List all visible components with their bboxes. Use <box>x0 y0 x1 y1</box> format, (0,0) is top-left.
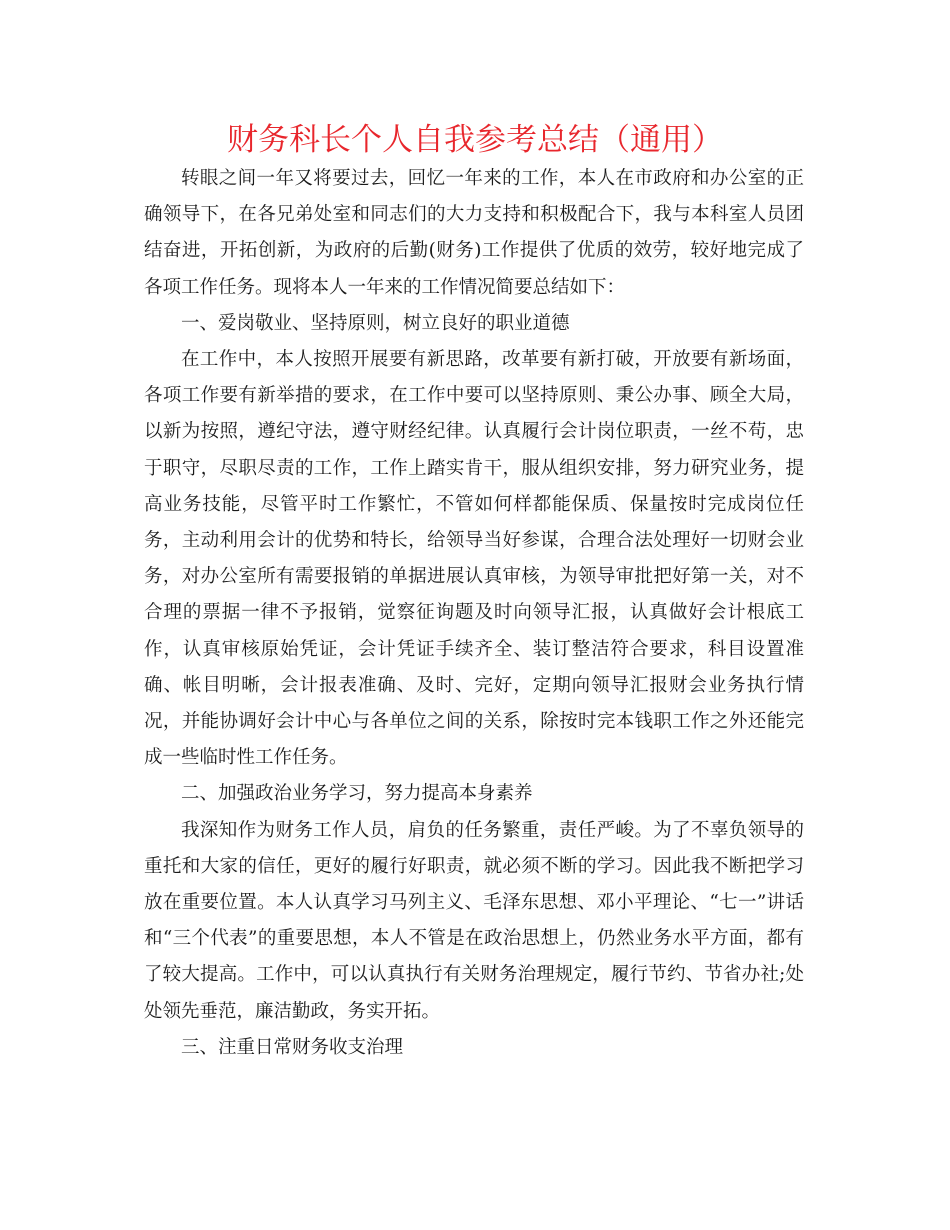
paragraph-section-1: 在工作中，本人按照开展要有新思路，改革要有新打破，开放要有新场面，各项工作要有新举措的要求，在工作中要可以坚持原则、秉公办事、顾全大局，以新为按照，遵纪守法，遵守财经纪律。认真履行会计岗位职责，一丝不苟，忠于职守，尽职尽责的工作，工作上踏实肯干，服从组织安排，努力研究业务，提高业务技能，尽管平时工作繁忙，不管如何样都能保质、保量按时完成岗位任务，主动利用会计的优势和特长，给领导当好参谋，合理合法处理好一切财会业务，对办公室所有需要报销的单据进展认真审核，为领导审批把好第一关，对不合理的票据一律不予报销，觉察征询题及时向领导汇报，认真做好会计根底工作，认真审核原始凭证，会计凭证手续齐全、装订整洁符合要求，科目设置准确、帐目明晰，会计报表准确、及时、完好，定期向领导汇报财会业务执行情况，并能协调好会计中心与各单位之间的关系，除按时完本钱职工作之外还能完成一些临时性工作任务。 <box>144 349 804 769</box>
paragraph-intro: 转眼之间一年又将要过去，回忆一年来的工作，本人在市政府和办公室的正确领导下，在各兄弟处室和同志们的大力支持和积极配合下，我与本科室人员团结奋进，开拓创新，为政府的后勤(财务)工作提供了优质的效劳，较好地完成了各项工作任务。现将本人一年来的工作情况简要总结如下： <box>144 168 804 298</box>
section-heading-3: 三、注重日常财务收支治理 <box>181 1036 404 1058</box>
section-heading-1: 一、爱岗敬业、坚持原则，树立良好的职业道德 <box>181 312 570 334</box>
section-heading-2: 二、加强政治业务学习，努力提高本身素养 <box>181 783 533 805</box>
document-title: 财务科长个人自我参考总结（通用） <box>227 122 723 158</box>
document-body <box>144 161 804 1066</box>
paragraph-section-2: 我深知作为财务工作人员，肩负的任务繁重，责任严峻。为了不辜负领导的重托和大家的信任，更好的履行好职责，就必须不断的学习。因此我不断把学习放在重要位置。本人认真学习马列主义、毛泽东思想、邓小平理论、“七一”讲话和“三个代表”的重要思想，本人不管是在政治思想上，仍然业务水平方面，都有了较大提高。工作中，可以认真执行有关财务治理规定，履行节约、节省办社;处处领先垂范，廉洁勤政，务实开拓。 <box>144 819 804 1022</box>
